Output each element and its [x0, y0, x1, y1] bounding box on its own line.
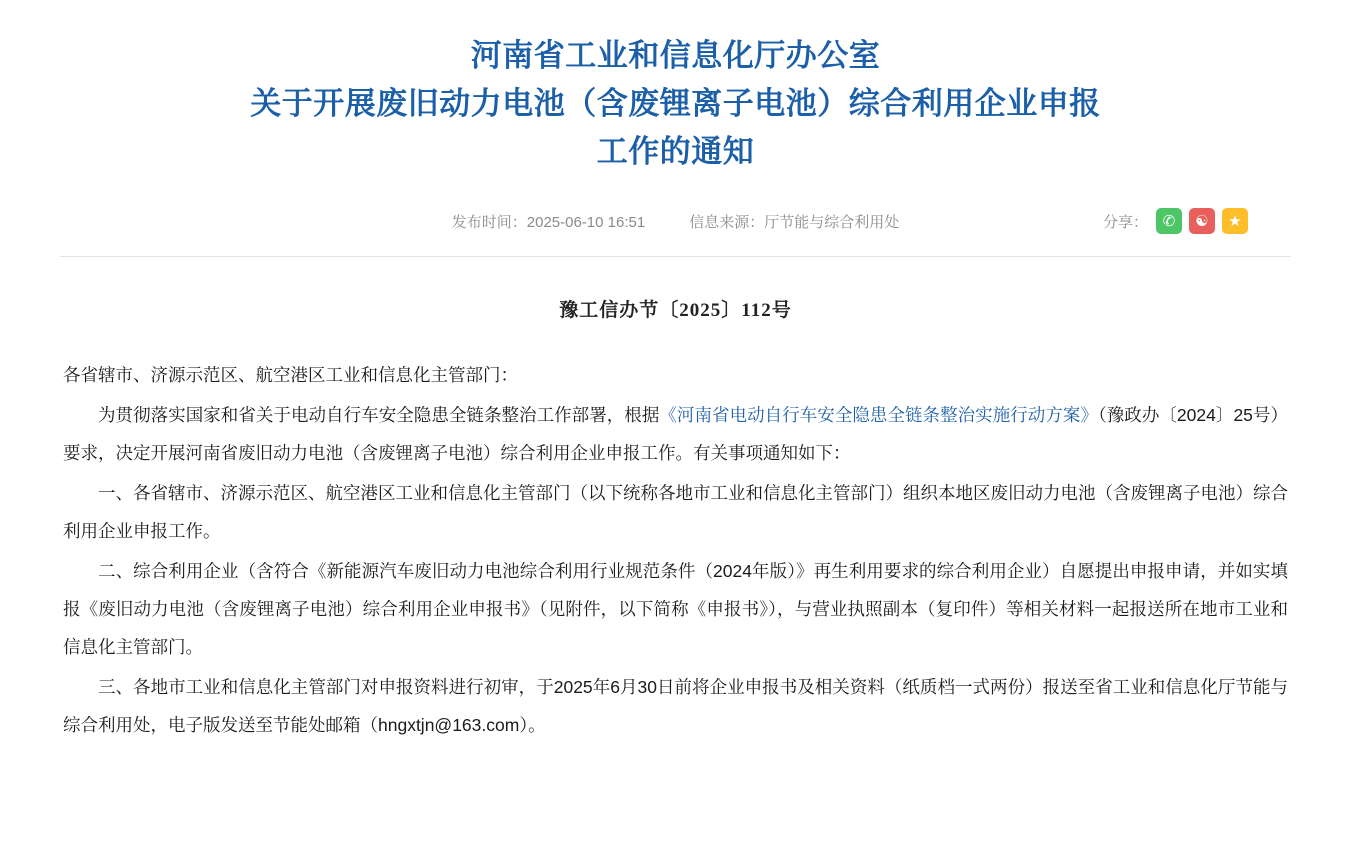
info-source-value: 厅节能与综合利用处: [764, 213, 900, 231]
share-label: 分享：: [1102, 213, 1148, 231]
paragraph-text: 二、综合利用企业（含符合《新能源汽车废旧动力电池综合利用行业规范条件（2024年版）》再生利用要求的综合利用企业）自愿提出申报申请，并如实填报《废旧动力电池（含废锂离子电池）综合利用企业申报书》（见附件，以下简称《申报书》），与营业执照副本（复印件）等相关材料一起报送所在地市工业和信息化主管部门。: [63, 561, 1288, 657]
publish-time: [452, 211, 645, 232]
weibo-share-icon[interactable]: ☯: [1189, 208, 1215, 234]
title-line-2: 关于开展废旧动力电池（含废锂离子电池）综合利用企业申报: [250, 86, 1101, 121]
share-bar: [1103, 204, 1255, 238]
paragraph: [63, 474, 1288, 550]
paragraph: [63, 668, 1288, 744]
header-divider: [60, 256, 1291, 257]
title-block: [0, 0, 1351, 176]
title-line-1: 河南省工业和信息化厅办公室: [470, 38, 881, 73]
paragraph: [63, 552, 1288, 666]
info-source-label: 信息来源：: [689, 213, 765, 231]
document-number: 豫工信办节〔2025〕112号: [559, 300, 792, 321]
paragraph: [63, 356, 1288, 394]
document-meta: [0, 204, 1351, 238]
wechat-share-icon[interactable]: ✆: [1156, 208, 1182, 234]
paragraph-text: （豫政办〔2024〕25号）要求，决定开展河南省废旧动力电池（含废锂离子电池）综合利用企业申报工作。有关事项通知如下：: [63, 405, 1289, 463]
info-source: [689, 211, 899, 232]
paragraph-text: 一、各省辖市、济源示范区、航空港区工业和信息化主管部门（以下统称各地市工业和信息化主管部门）组织本地区废旧动力电池（含废锂离子电池）综合利用企业申报工作。: [63, 483, 1288, 541]
page-title: [141, 32, 1211, 176]
paragraph-text: 各省辖市、济源示范区、航空港区工业和信息化主管部门：: [63, 365, 518, 385]
qzone-share-icon[interactable]: ★: [1222, 208, 1248, 234]
paragraph-text: 三、各地市工业和信息化主管部门对申报资料进行初审，于2025年6月30日前将企业申报书及相关资料（纸质档一式两份）报送至省工业和信息化厅节能与综合利用处，电子版发送至节能处邮箱（hngxtjn@163.com）。: [63, 677, 1288, 735]
publish-time-label: 发布时间：: [451, 213, 527, 231]
paragraph: [63, 396, 1288, 472]
document-body: [63, 322, 1288, 744]
publish-time-value: 2025-06-10 16:51: [526, 213, 646, 231]
title-line-3: 工作的通知: [596, 134, 755, 169]
paragraph-text: 为贯彻落实国家和省关于电动自行车安全隐患全链条整治工作部署，根据: [98, 405, 660, 425]
document-link[interactable]: 《河南省电动自行车安全隐患全链条整治实施行动方案》: [659, 405, 1098, 425]
